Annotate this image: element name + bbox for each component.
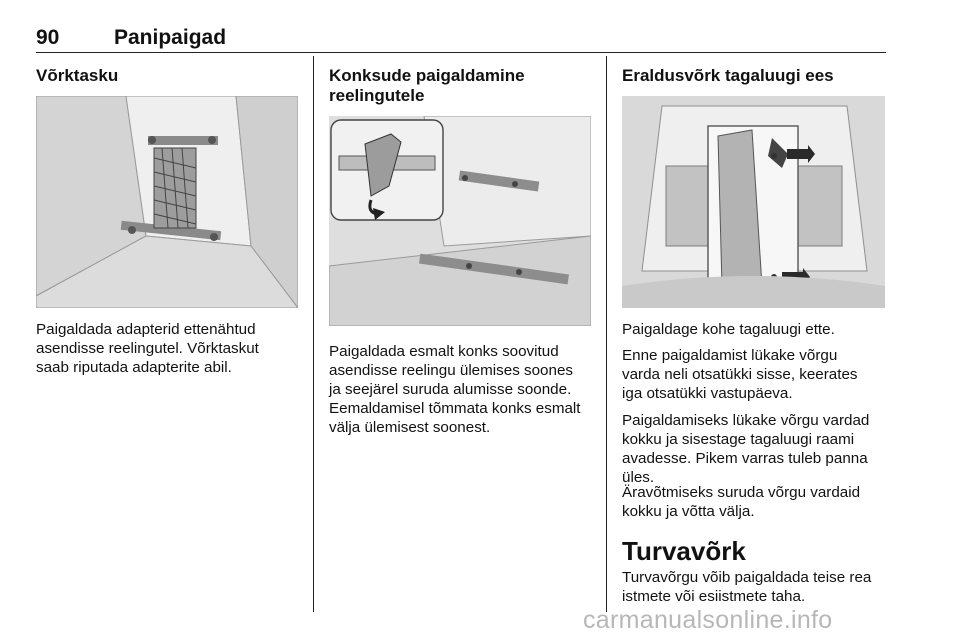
section-heading-hooks: Konksude paigaldamine reelingutele <box>329 66 525 105</box>
cargo-net-pocket-illustration <box>36 96 298 308</box>
subsection-heading: Turvavõrk <box>622 536 746 566</box>
column-divider-2 <box>606 56 607 612</box>
subsection-paragraph: Turvavõrgu võib paigaldada teise rea istmete või esiistmete taha. <box>622 569 872 605</box>
partition-net-illustration <box>622 96 885 308</box>
paragraph: Paigaldada adapterid ettenähtud asendisse reelingutel. Võrktaskut saab riputada adapterite abil. <box>36 321 259 376</box>
hook-on-rail-illustration <box>329 116 591 326</box>
column-divider-1 <box>313 56 314 612</box>
section-heading-net-pocket: Võrktasku <box>36 66 119 85</box>
page-title: Panipaigad <box>114 26 227 49</box>
paragraph: Paigaldamiseks lükake võrgu vardad kokku ja sisestage tagaluugi raami avadesse. Pikem varras tuleb panna üles. <box>622 412 870 486</box>
section-heading-partition-net: Eraldusvõrk tagaluugi ees <box>622 66 834 85</box>
paragraph: Äravõtmiseks suruda võrgu vardaid kokku ja võtta välja. <box>622 484 861 520</box>
header-rule <box>36 52 886 53</box>
paragraph: Paigaldage kohe tagaluugi ette. <box>622 321 835 338</box>
paragraph: Enne paigaldamist lükake võrgu varda neli otsatükki sisse, keerates iga otsatükki vastupäeva. <box>622 347 858 402</box>
page-number: 90 <box>36 26 60 49</box>
watermark: carmanualsonline.info <box>583 606 833 634</box>
paragraph: Paigaldada esmalt konks soovitud asendisse reelingu ülemises soones ja seejärel suruda alumisse soonde. Eemaldamisel tõmmata konks esmalt välja ülemisest soonest. <box>329 343 581 436</box>
page-header <box>36 22 886 50</box>
